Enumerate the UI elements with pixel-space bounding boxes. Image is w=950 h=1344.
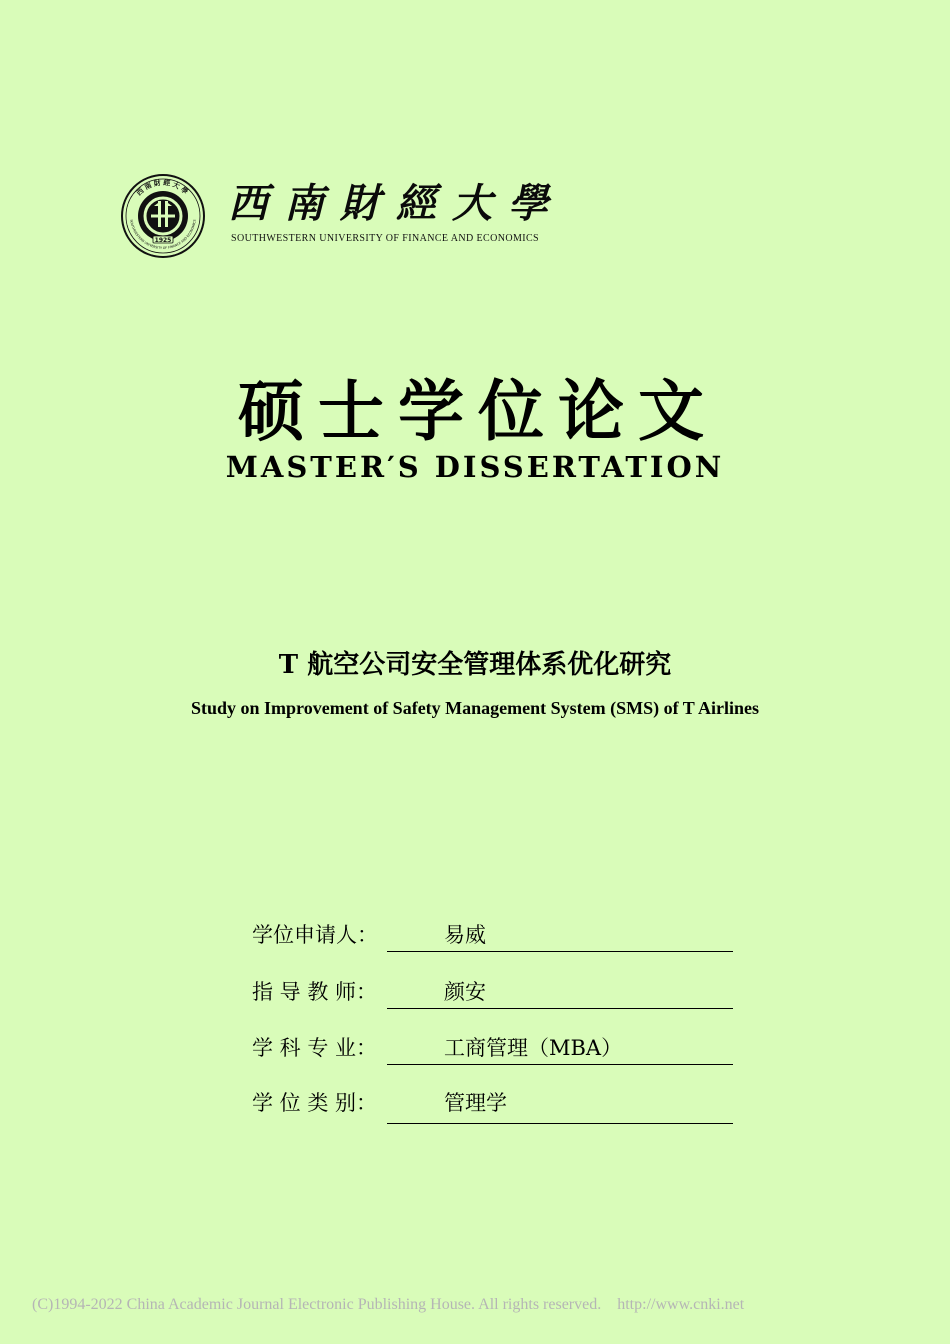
underline [387, 951, 733, 952]
cnki-url: http://www.cnki.net [617, 1296, 745, 1313]
info-row-degree-type [252, 1081, 734, 1125]
underline [387, 1064, 733, 1065]
seal-year: 1925 [154, 237, 172, 244]
info-value: 工商管理（MBA） [444, 1036, 623, 1060]
degree-title-cn: 硕士学位论文 [238, 373, 718, 450]
info-label: 指 导 教 师： [252, 980, 378, 1004]
thesis-title-en: Study on Improvement of Safety Management System (SMS) of T Airlines [191, 698, 759, 718]
seal-ring-bottom: SOUTHWESTERN UNIVERSITY OF FINANCE AND ECONOMICS [129, 219, 197, 251]
info-label: 学 科 专 业： [252, 1036, 378, 1060]
degree-title-en: MASTER′S DISSERTATION [225, 450, 725, 484]
university-name-en: SOUTHWESTERN UNIVERSITY OF FINANCE AND ECONOMICS [231, 233, 540, 244]
university-seal-icon [120, 173, 206, 259]
copyright-text: (C)1994-2022 China Academic Journal Electronic Publishing House. All rights reserved. [32, 1296, 602, 1313]
seal-ring-top: 西南財經大學 [134, 177, 192, 198]
info-value: 颜安 [444, 980, 486, 1004]
info-value: 易威 [444, 923, 486, 947]
info-row-advisor [252, 970, 734, 1010]
copyright-watermark [32, 1296, 744, 1314]
underline [387, 1123, 733, 1124]
thesis-title-cn: T 航空公司安全管理体系优化研究 [278, 650, 672, 680]
info-row-applicant [252, 913, 734, 953]
underline [387, 1008, 733, 1009]
info-row-major [252, 1026, 734, 1066]
info-label: 学位申请人： [252, 923, 378, 947]
university-name-cn: 西南財經大學 [228, 180, 564, 227]
info-value: 管理学 [444, 1091, 507, 1115]
info-label: 学 位 类 别： [252, 1091, 378, 1115]
